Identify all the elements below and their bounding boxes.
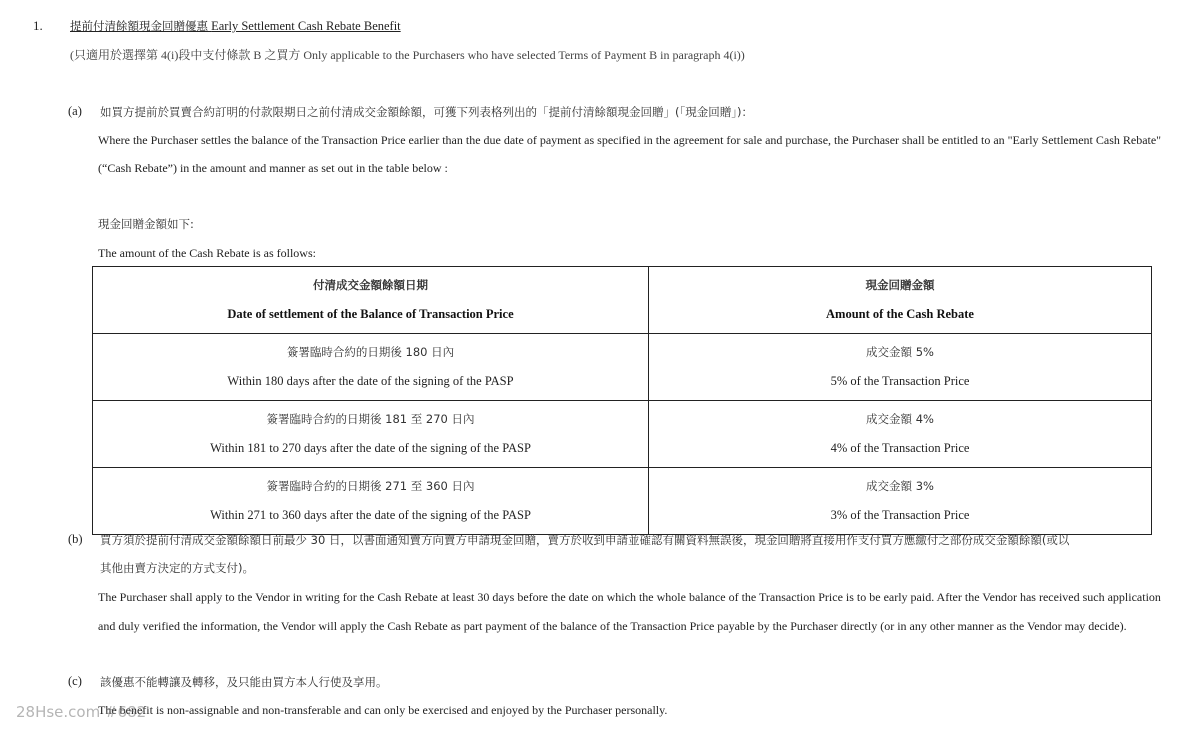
table-row xyxy=(93,334,1152,401)
table-header-row xyxy=(93,267,1152,334)
header-settlement-date xyxy=(93,267,649,334)
period-cell xyxy=(93,468,649,535)
amount-heading-zh: 現金回贈金額如下: xyxy=(98,217,194,231)
period-zh: 簽署臨時合約的日期後 181 至 270 日內 xyxy=(266,412,475,426)
para-c-en: The benefit is non-assignable and non-transferable and can only be exercised and enjoyed by the Purchaser personally. xyxy=(98,703,668,717)
para-c-zh: 該優惠不能轉讓及轉移，及只能由買方本人行使及享用。 xyxy=(100,675,388,689)
rebate-cell xyxy=(649,401,1152,468)
period-en: Within 180 days after the date of the signing of the PASP xyxy=(227,374,514,388)
para-b-en-line2: and duly verified the information, the Vendor will apply the Cash Rebate as part payment of the balance of the Transaction Price payable by the Purchaser directly (or in any other manner as the Vendor may decide). xyxy=(98,619,1127,633)
rebate-en: 4% of the Transaction Price xyxy=(830,441,970,455)
rebate-cell xyxy=(649,468,1152,535)
rebate-en: 5% of the Transaction Price xyxy=(830,374,970,388)
table-row xyxy=(93,401,1152,468)
section-number: 1. xyxy=(33,18,43,33)
period-cell xyxy=(93,401,649,468)
header-col1-en: Date of settlement of the Balance of Transaction Price xyxy=(227,307,514,321)
para-a-zh: 如買方提前於買賣合約訂明的付款限期日之前付清成交金額餘額，可獲下列表格列出的「提前付清餘額現金回贈」(「現金回贈」)： xyxy=(100,105,753,119)
period-cell xyxy=(93,334,649,401)
rebate-zh: 成交金額 4% xyxy=(866,412,934,426)
section-subtitle: (只適用於選擇第 4(i)段中支付條款 B 之買方 Only applicable to the Purchasers who have selected Terms of Payment B in paragraph 4(i)) xyxy=(70,48,745,62)
period-en: Within 271 to 360 days after the date of the signing of the PASP xyxy=(210,508,531,522)
period-zh: 簽署臨時合約的日期後 271 至 360 日內 xyxy=(266,479,475,493)
table-row xyxy=(93,468,1152,535)
rebate-en: 3% of the Transaction Price xyxy=(830,508,970,522)
para-a-en-line2: (“Cash Rebate”) in the amount and manner as set out in the table below : xyxy=(98,161,448,175)
para-a-label: (a) xyxy=(68,104,82,118)
section-title xyxy=(70,18,401,34)
section-title-en: Early Settlement Cash Rebate Benefit xyxy=(211,19,401,33)
header-col2-zh: 現金回贈金額 xyxy=(865,278,935,292)
para-b-zh-line2: 其他由賣方決定的方式支付)。 xyxy=(100,561,254,575)
rebate-cell xyxy=(649,334,1152,401)
rebate-zh: 成交金額 3% xyxy=(866,479,934,493)
site-watermark: 28Hse.com #682 xyxy=(16,703,147,721)
para-b-en-line1: The Purchaser shall apply to the Vendor in writing for the Cash Rebate at least 30 days before the date on which the whole balance of the Transaction Price is to be early paid. After the Vendor has received such application xyxy=(98,590,1161,604)
para-b-label: (b) xyxy=(68,532,83,546)
amount-heading-en: The amount of the Cash Rebate is as follows: xyxy=(98,246,316,260)
section-title-zh: 提前付清餘額現金回贈優惠 xyxy=(70,19,208,33)
para-a-en-line1: Where the Purchaser settles the balance of the Transaction Price earlier than the due date of payment as specified in the agreement for sale and purchase, the Purchaser shall be entitled to an "Early Settlement Cash Rebate" xyxy=(98,133,1162,147)
rebate-table xyxy=(92,266,1152,535)
header-rebate-amount xyxy=(649,267,1152,334)
para-c-label: (c) xyxy=(68,674,82,688)
para-b-zh-line1: 買方須於提前付清成交金額餘額日前最少 30 日，以書面通知賣方向賣方申請現金回贈，賣方於收到申請並確認有關資料無誤後，現金回贈將直接用作支付買方應繳付之部份成交金額餘額(或以 xyxy=(100,533,1070,547)
rebate-zh: 成交金額 5% xyxy=(866,345,934,359)
period-en: Within 181 to 270 days after the date of the signing of the PASP xyxy=(210,441,531,455)
period-zh: 簽署臨時合約的日期後 180 日內 xyxy=(286,345,455,359)
header-col2-en: Amount of the Cash Rebate xyxy=(826,307,974,321)
header-col1-zh: 付清成交金額餘額日期 xyxy=(313,278,428,292)
